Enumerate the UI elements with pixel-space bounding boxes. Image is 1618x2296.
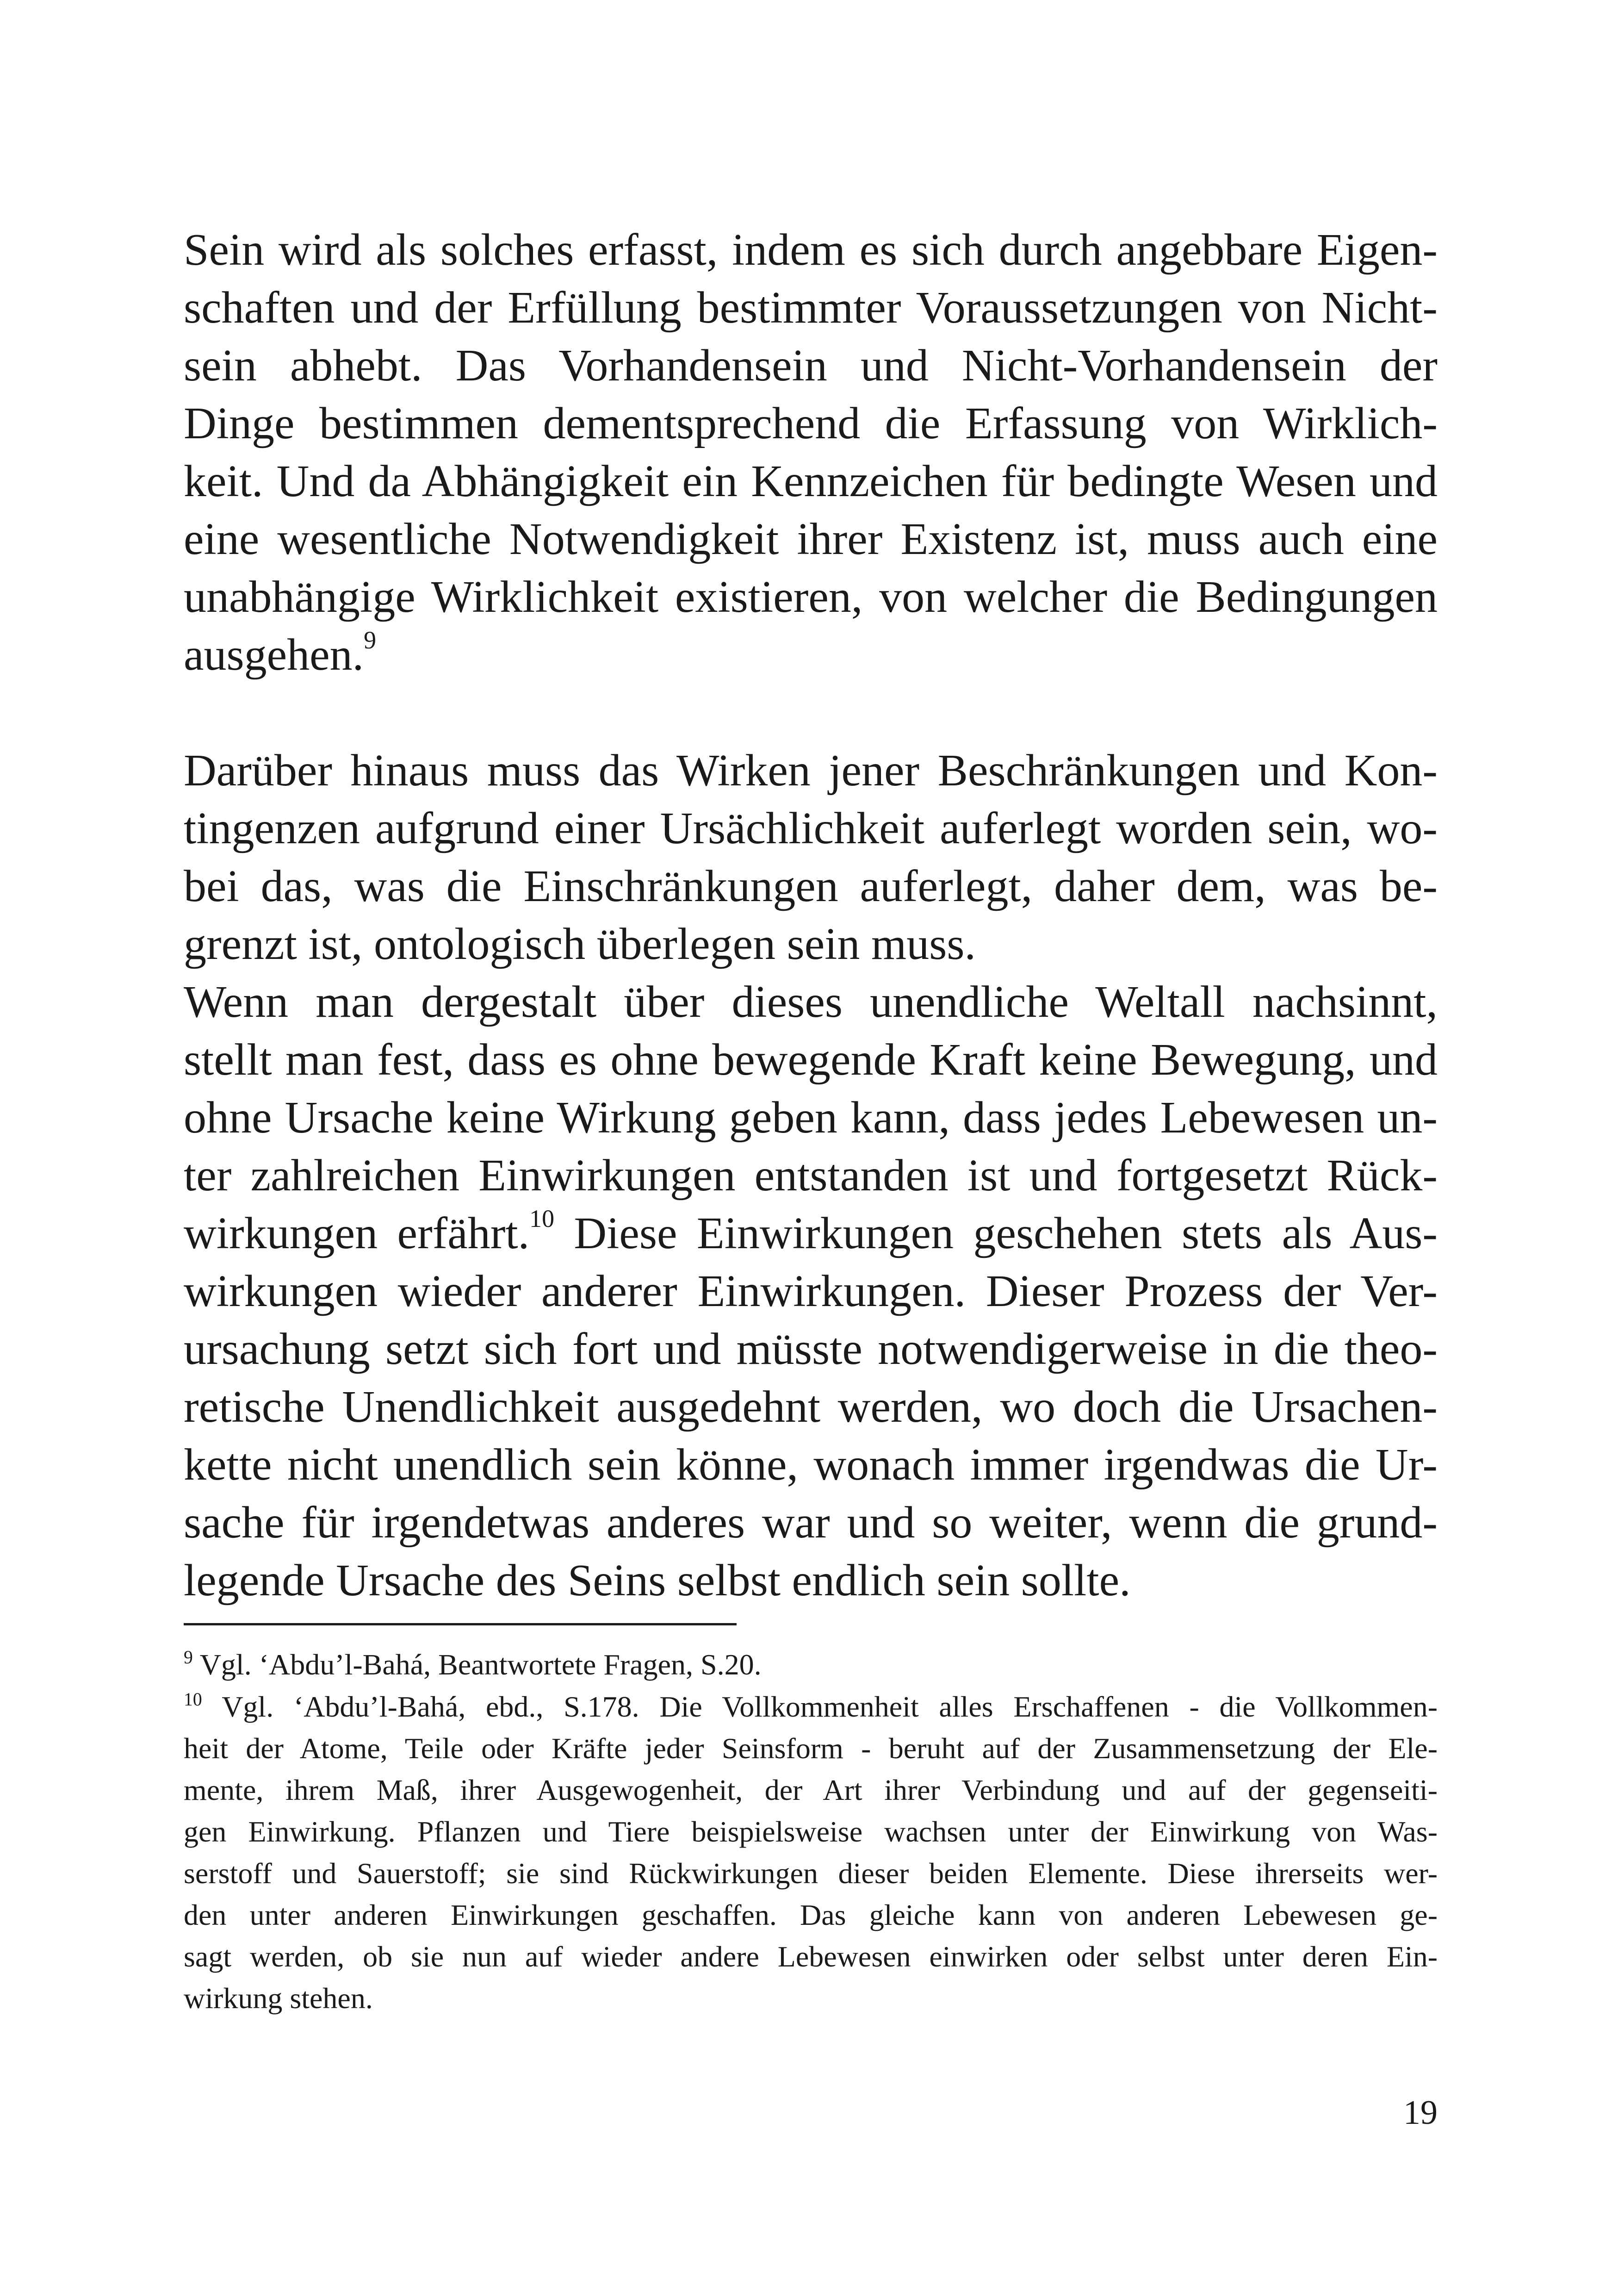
footnote-line: heit der Atome, Teile oder Kräfte jeder Seinsform - beruht auf der Zusammensetzung der Ele-: [184, 1732, 1438, 1765]
footnote-10: [184, 1686, 1438, 2019]
footnote-number: 10: [184, 1689, 202, 1710]
footnote-line: [184, 1644, 1438, 1686]
text-fragment: ausgehen.: [184, 630, 364, 680]
text-line: eine wesentliche Notwendigkeit ihrer Existenz ist, muss auch eine: [184, 514, 1438, 564]
footnote-line: [184, 1686, 1438, 1728]
paragraph-3: [184, 973, 1438, 1610]
text-line: [184, 626, 1438, 684]
text-line: schaften und der Erfüllung bestimmter Voraussetzungen von Nicht-: [184, 283, 1438, 333]
text-line: legende Ursache des Seins selbst endlich sein sollte.: [184, 1556, 1131, 1605]
text-line: grenzt ist, ontologisch überlegen sein muss.: [184, 919, 976, 969]
text-fragment: Vgl. ‘Abdu’l-Bahá, Beantwortete Fragen, S.20.: [192, 1648, 762, 1681]
text-line: sache für irgendetwas anderes war und so weiter, wenn die grund-: [184, 1498, 1438, 1548]
text-line: unabhängige Wirklichkeit existieren, von welcher die Bedingungen: [184, 572, 1438, 622]
text-fragment: wirkungen erfährt.: [184, 1208, 530, 1258]
text-line: Dinge bestimmen dementsprechend die Erfassung von Wirklich-: [184, 398, 1438, 448]
text-line: retische Unendlichkeit ausgedehnt werden, wo doch die Ursachen-: [184, 1382, 1438, 1432]
footnote-line: serstoff und Sauerstoff; sie sind Rückwirkungen dieser beiden Elemente. Diese ihrerseits wer-: [184, 1857, 1438, 1890]
footnote-line: sagt werden, ob sie nun auf wieder andere Lebewesen einwirken oder selbst unter deren Ein-: [184, 1940, 1438, 1973]
text-line: keit. Und da Abhängigkeit ein Kennzeichen für bedingte Wesen und: [184, 456, 1438, 506]
text-line: sein abhebt. Das Vorhandensein und Nicht-Vorhandensein der: [184, 341, 1438, 391]
text-line: kette nicht unendlich sein könne, wonach immer irgendwas die Ur-: [184, 1440, 1438, 1490]
footnote-line: gen Einwirkung. Pflanzen und Tiere beispielsweise wachsen unter der Einwirkung von Was-: [184, 1815, 1438, 1848]
text-line: [184, 1205, 1438, 1263]
text-line: Wenn man dergestalt über dieses unendliche Weltall nachsinnt,: [184, 977, 1438, 1027]
text-line: ohne Ursache keine Wirkung geben kann, dass jedes Lebewesen un-: [184, 1093, 1438, 1143]
footnote-separator: [184, 1623, 737, 1625]
text-fragment: Diese Einwirkungen geschehen stets als Aus-: [554, 1208, 1438, 1258]
footnote-line: mente, ihrem Maß, ihrer Ausgewogenheit, der Art ihrer Verbindung und auf der gegenseiti-: [184, 1773, 1438, 1806]
text-line: ter zahlreichen Einwirkungen entstanden ist und fortgesetzt Rück-: [184, 1151, 1438, 1201]
text-line: Sein wird als solches erfasst, indem es sich durch angebbare Eigen-: [184, 225, 1438, 275]
footnote-line: wirkung stehen.: [184, 1982, 373, 2015]
paragraph-2: [184, 742, 1438, 973]
paragraph-1: [184, 221, 1438, 684]
text-line: Darüber hinaus muss das Wirken jener Beschränkungen und Kon-: [184, 746, 1438, 796]
footnote-reference-9[interactable]: 9: [364, 626, 377, 654]
text-fragment: Vgl. ‘Abdu’l-Bahá, ebd., S.178. Die Vollkommenheit alles Erschaffenen - die Vollkommen-: [202, 1690, 1438, 1723]
footnote-number: 9: [184, 1647, 193, 1668]
footnote-reference-10[interactable]: 10: [529, 1205, 555, 1233]
text-line: tingenzen aufgrund einer Ursächlichkeit auferlegt worden sein, wo-: [184, 803, 1438, 853]
text-line: stellt man fest, dass es ohne bewegende Kraft keine Bewegung, und: [184, 1035, 1438, 1085]
page-number: 19: [1403, 2094, 1438, 2132]
text-line: wirkungen wieder anderer Einwirkungen. Dieser Prozess der Ver-: [184, 1266, 1438, 1316]
footnote-9: [184, 1644, 1438, 1686]
text-line: ursachung setzt sich fort und müsste notwendigerweise in die theo-: [184, 1324, 1438, 1374]
text-line: bei das, was die Einschränkungen auferlegt, daher dem, was be-: [184, 861, 1438, 911]
footnote-line: den unter anderen Einwirkungen geschaffen. Das gleiche kann von anderen Lebewesen ge-: [184, 1898, 1438, 1931]
